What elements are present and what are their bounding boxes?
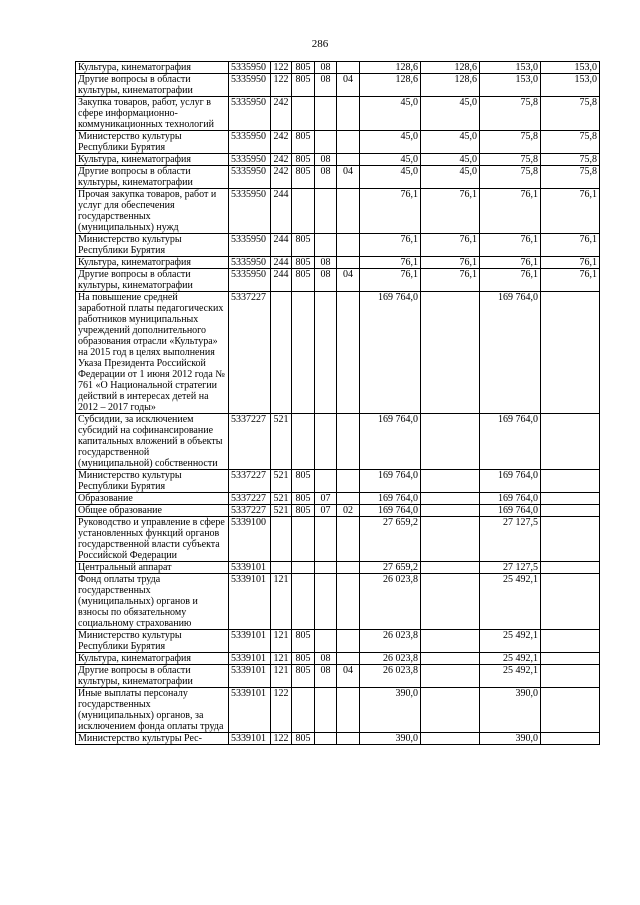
ministry-code [292,517,315,562]
expense-type-code [271,562,292,574]
amount-total-year-2: 76,1 [480,234,541,257]
target-article-code: 5335950 [229,131,271,154]
target-article-code: 5337227 [229,292,271,414]
amount-total-year-1: 76,1 [360,269,421,292]
ministry-code: 805 [292,630,315,653]
section-code [315,574,337,630]
table-row [76,517,600,562]
target-article-code: 5335950 [229,97,271,131]
amount-federal-year-1 [421,292,480,414]
amount-total-year-2: 153,0 [480,74,541,97]
expense-type-code: 122 [271,74,292,97]
amount-total-year-2: 169 764,0 [480,470,541,493]
amount-federal-year-1 [421,688,480,733]
expense-type-code: 242 [271,97,292,131]
subsection-code [337,470,360,493]
amount-total-year-1: 76,1 [360,234,421,257]
section-code [315,414,337,470]
section-code [315,562,337,574]
ministry-code: 805 [292,257,315,269]
subsection-code: 04 [337,74,360,97]
amount-total-year-1: 45,0 [360,166,421,189]
ministry-code: 805 [292,653,315,665]
amount-federal-year-1: 45,0 [421,154,480,166]
ministry-code [292,292,315,414]
table-row [76,733,600,745]
amount-federal-year-1: 128,6 [421,74,480,97]
amount-federal-year-1: 76,1 [421,269,480,292]
target-article-code: 5339101 [229,574,271,630]
target-article-code: 5335950 [229,269,271,292]
row-name: Субсидии, за исключением субсидий на софинансирование капитальных вложений в объекты государственной (муниципальной) собственности [76,414,229,470]
expense-type-code: 121 [271,665,292,688]
table-row [76,97,600,131]
row-name: Другие вопросы в области культуры, кинематографии [76,665,229,688]
section-code [315,292,337,414]
amount-total-year-2: 76,1 [480,189,541,234]
target-article-code: 5335950 [229,74,271,97]
ministry-code [292,562,315,574]
amount-total-year-2: 27 127,5 [480,517,541,562]
amount-total-year-2: 169 764,0 [480,493,541,505]
expense-type-code: 521 [271,505,292,517]
row-name: Министерство культуры Республики Бурятия [76,630,229,653]
amount-total-year-1: 169 764,0 [360,414,421,470]
expense-type-code: 122 [271,62,292,74]
ministry-code: 805 [292,154,315,166]
row-name: Культура, кинематография [76,653,229,665]
expense-type-code: 242 [271,154,292,166]
row-name: Закупка товаров, работ, услуг в сфере информационно-коммуникационных технологий [76,97,229,131]
amount-total-year-2: 153,0 [480,62,541,74]
section-code: 08 [315,166,337,189]
expense-type-code: 521 [271,414,292,470]
target-article-code: 5339101 [229,630,271,653]
expense-type-code: 122 [271,733,292,745]
amount-total-year-1: 76,1 [360,189,421,234]
amount-total-year-2: 75,8 [480,97,541,131]
expense-type-code: 242 [271,166,292,189]
subsection-code [337,234,360,257]
table-row [76,562,600,574]
amount-total-year-1: 390,0 [360,733,421,745]
ministry-code: 805 [292,234,315,257]
amount-federal-year-2 [541,470,600,493]
target-article-code: 5339100 [229,517,271,562]
table-row [76,665,600,688]
amount-total-year-2: 169 764,0 [480,292,541,414]
subsection-code [337,688,360,733]
amount-total-year-1: 26 023,8 [360,653,421,665]
expense-type-code: 521 [271,493,292,505]
expense-type-code: 121 [271,653,292,665]
table-row [76,62,600,74]
section-code [315,234,337,257]
section-code [315,470,337,493]
expense-type-code: 244 [271,234,292,257]
expense-type-code: 121 [271,574,292,630]
section-code [315,630,337,653]
amount-federal-year-1 [421,562,480,574]
section-code: 08 [315,665,337,688]
amount-federal-year-1: 45,0 [421,131,480,154]
amount-total-year-2: 25 492,1 [480,665,541,688]
amount-federal-year-1: 76,1 [421,257,480,269]
subsection-code [337,562,360,574]
amount-federal-year-1: 45,0 [421,97,480,131]
ministry-code [292,189,315,234]
amount-federal-year-1: 76,1 [421,234,480,257]
subsection-code [337,733,360,745]
amount-total-year-2: 27 127,5 [480,562,541,574]
amount-total-year-2: 25 492,1 [480,574,541,630]
target-article-code: 5337227 [229,493,271,505]
amount-total-year-1: 27 659,2 [360,517,421,562]
amount-total-year-2: 76,1 [480,257,541,269]
expense-type-code: 244 [271,189,292,234]
amount-federal-year-1: 128,6 [421,62,480,74]
subsection-code [337,257,360,269]
amount-federal-year-2: 75,8 [541,97,600,131]
amount-federal-year-2 [541,733,600,745]
row-name: Культура, кинематография [76,257,229,269]
amount-federal-year-1 [421,414,480,470]
ministry-code [292,574,315,630]
amount-federal-year-1 [421,574,480,630]
section-code [315,688,337,733]
table-row [76,688,600,733]
amount-total-year-1: 26 023,8 [360,665,421,688]
ministry-code: 805 [292,505,315,517]
amount-total-year-1: 76,1 [360,257,421,269]
amount-federal-year-2: 153,0 [541,62,600,74]
amount-total-year-1: 128,6 [360,74,421,97]
amount-total-year-2: 390,0 [480,733,541,745]
row-name: Другие вопросы в области культуры, кинематографии [76,74,229,97]
amount-federal-year-2 [541,505,600,517]
row-name: Центральный аппарат [76,562,229,574]
expense-type-code: 521 [271,470,292,493]
table-row [76,630,600,653]
amount-federal-year-2 [541,292,600,414]
row-name: Иные выплаты персоналу государственных (муниципальных) органов, за исключением фонда оплаты труда [76,688,229,733]
row-name: Фонд оплаты труда государственных (муниципальных) органов и взносы по обязательному социальному страхованию [76,574,229,630]
amount-total-year-1: 169 764,0 [360,493,421,505]
amount-total-year-2: 169 764,0 [480,414,541,470]
row-name: На повышение средней заработной платы педагогических работников муниципальных учреждений дополнительного образования отрасли «Культура» на 2015 год в целях выполнения Указа Президента Российской Федерации от 1 июня 2012 года № 761 «О Национальной стратегии действий в интересах детей на 2012 – 2017 годы» [76,292,229,414]
amount-federal-year-1 [421,653,480,665]
expense-type-code [271,517,292,562]
ministry-code: 805 [292,62,315,74]
row-name: Другие вопросы в области культуры, кинематографии [76,269,229,292]
row-name: Прочая закупка товаров, работ и услуг для обеспечения государственных (муниципальных) нужд [76,189,229,234]
amount-federal-year-1 [421,665,480,688]
table-row [76,189,600,234]
target-article-code: 5339101 [229,653,271,665]
row-name: Министерство культуры Рес- [76,733,229,745]
table-row [76,74,600,97]
subsection-code [337,653,360,665]
table-row [76,166,600,189]
expense-type-code [271,292,292,414]
table-row [76,505,600,517]
target-article-code: 5339101 [229,733,271,745]
amount-total-year-1: 27 659,2 [360,562,421,574]
table-row [76,257,600,269]
section-code: 08 [315,653,337,665]
target-article-code: 5335950 [229,189,271,234]
section-code: 07 [315,505,337,517]
amount-federal-year-2 [541,665,600,688]
amount-federal-year-2: 76,1 [541,234,600,257]
section-code [315,733,337,745]
target-article-code: 5335950 [229,154,271,166]
subsection-code [337,62,360,74]
amount-federal-year-2 [541,562,600,574]
page-number: 286 [311,38,329,50]
subsection-code: 04 [337,665,360,688]
table-row [76,154,600,166]
table-row [76,292,600,414]
amount-federal-year-2 [541,653,600,665]
table-row [76,470,600,493]
ministry-code [292,688,315,733]
target-article-code: 5335950 [229,257,271,269]
amount-total-year-2: 25 492,1 [480,630,541,653]
amount-total-year-2: 75,8 [480,154,541,166]
table-row [76,493,600,505]
row-name: Культура, кинематография [76,154,229,166]
amount-federal-year-1: 45,0 [421,166,480,189]
subsection-code [337,414,360,470]
amount-total-year-1: 390,0 [360,688,421,733]
section-code [315,131,337,154]
subsection-code [337,517,360,562]
amount-total-year-2: 169 764,0 [480,505,541,517]
amount-federal-year-2 [541,517,600,562]
amount-federal-year-2 [541,493,600,505]
amount-total-year-1: 45,0 [360,154,421,166]
subsection-code [337,574,360,630]
section-code: 08 [315,257,337,269]
table-row [76,131,600,154]
expense-type-code: 121 [271,630,292,653]
amount-total-year-2: 390,0 [480,688,541,733]
target-article-code: 5335950 [229,166,271,189]
amount-federal-year-2: 75,8 [541,166,600,189]
target-article-code: 5335950 [229,62,271,74]
amount-federal-year-2: 75,8 [541,154,600,166]
section-code [315,517,337,562]
expense-type-code: 244 [271,269,292,292]
row-name: Культура, кинематография [76,62,229,74]
target-article-code: 5335950 [229,234,271,257]
table-row [76,574,600,630]
ministry-code: 805 [292,470,315,493]
amount-federal-year-1 [421,470,480,493]
target-article-code: 5339101 [229,562,271,574]
amount-total-year-1: 169 764,0 [360,470,421,493]
table-row [76,269,600,292]
ministry-code: 805 [292,166,315,189]
amount-federal-year-2: 75,8 [541,131,600,154]
section-code: 08 [315,154,337,166]
subsection-code: 02 [337,505,360,517]
expense-type-code: 242 [271,131,292,154]
row-name: Образование [76,493,229,505]
amount-federal-year-1 [421,630,480,653]
section-code: 08 [315,269,337,292]
amount-federal-year-1 [421,733,480,745]
amount-total-year-2: 76,1 [480,269,541,292]
amount-federal-year-2: 76,1 [541,257,600,269]
amount-federal-year-2 [541,574,600,630]
amount-federal-year-2 [541,414,600,470]
amount-total-year-1: 169 764,0 [360,505,421,517]
row-name: Министерство культуры Республики Бурятия [76,131,229,154]
subsection-code [337,189,360,234]
section-code: 08 [315,62,337,74]
table-row [76,653,600,665]
section-code [315,97,337,131]
amount-total-year-2: 75,8 [480,131,541,154]
amount-federal-year-2 [541,630,600,653]
amount-total-year-2: 75,8 [480,166,541,189]
subsection-code [337,97,360,131]
amount-federal-year-1: 76,1 [421,189,480,234]
amount-total-year-1: 169 764,0 [360,292,421,414]
amount-total-year-1: 26 023,8 [360,574,421,630]
amount-federal-year-1 [421,493,480,505]
amount-total-year-1: 45,0 [360,97,421,131]
target-article-code: 5339101 [229,665,271,688]
ministry-code: 805 [292,131,315,154]
target-article-code: 5337227 [229,470,271,493]
subsection-code [337,292,360,414]
amount-federal-year-2: 76,1 [541,189,600,234]
expense-type-code: 244 [271,257,292,269]
ministry-code: 805 [292,733,315,745]
expense-type-code: 122 [271,688,292,733]
subsection-code [337,630,360,653]
section-code: 07 [315,493,337,505]
ministry-code [292,414,315,470]
ministry-code: 805 [292,269,315,292]
ministry-code: 805 [292,74,315,97]
subsection-code [337,493,360,505]
row-name: Министерство культуры Республики Бурятия [76,234,229,257]
row-name: Руководство и управление в сфере установленных функций органов государственной власти субъекта Российской Федерации [76,517,229,562]
table-row [76,414,600,470]
row-name: Министерство культуры Республики Бурятия [76,470,229,493]
amount-total-year-1: 45,0 [360,131,421,154]
amount-federal-year-2: 76,1 [541,269,600,292]
amount-total-year-2: 25 492,1 [480,653,541,665]
section-code: 08 [315,74,337,97]
row-name: Другие вопросы в области культуры, кинематографии [76,166,229,189]
subsection-code: 04 [337,166,360,189]
amount-federal-year-1 [421,505,480,517]
ministry-code: 805 [292,665,315,688]
amount-federal-year-2 [541,688,600,733]
amount-total-year-1: 26 023,8 [360,630,421,653]
ministry-code [292,97,315,131]
target-article-code: 5339101 [229,688,271,733]
table-row [76,234,600,257]
amount-federal-year-2: 153,0 [541,74,600,97]
subsection-code [337,131,360,154]
section-code [315,189,337,234]
target-article-code: 5337227 [229,414,271,470]
subsection-code: 04 [337,269,360,292]
subsection-code [337,154,360,166]
row-name: Общее образование [76,505,229,517]
target-article-code: 5337227 [229,505,271,517]
amount-federal-year-1 [421,517,480,562]
budget-table [75,61,600,745]
amount-total-year-1: 128,6 [360,62,421,74]
ministry-code: 805 [292,493,315,505]
